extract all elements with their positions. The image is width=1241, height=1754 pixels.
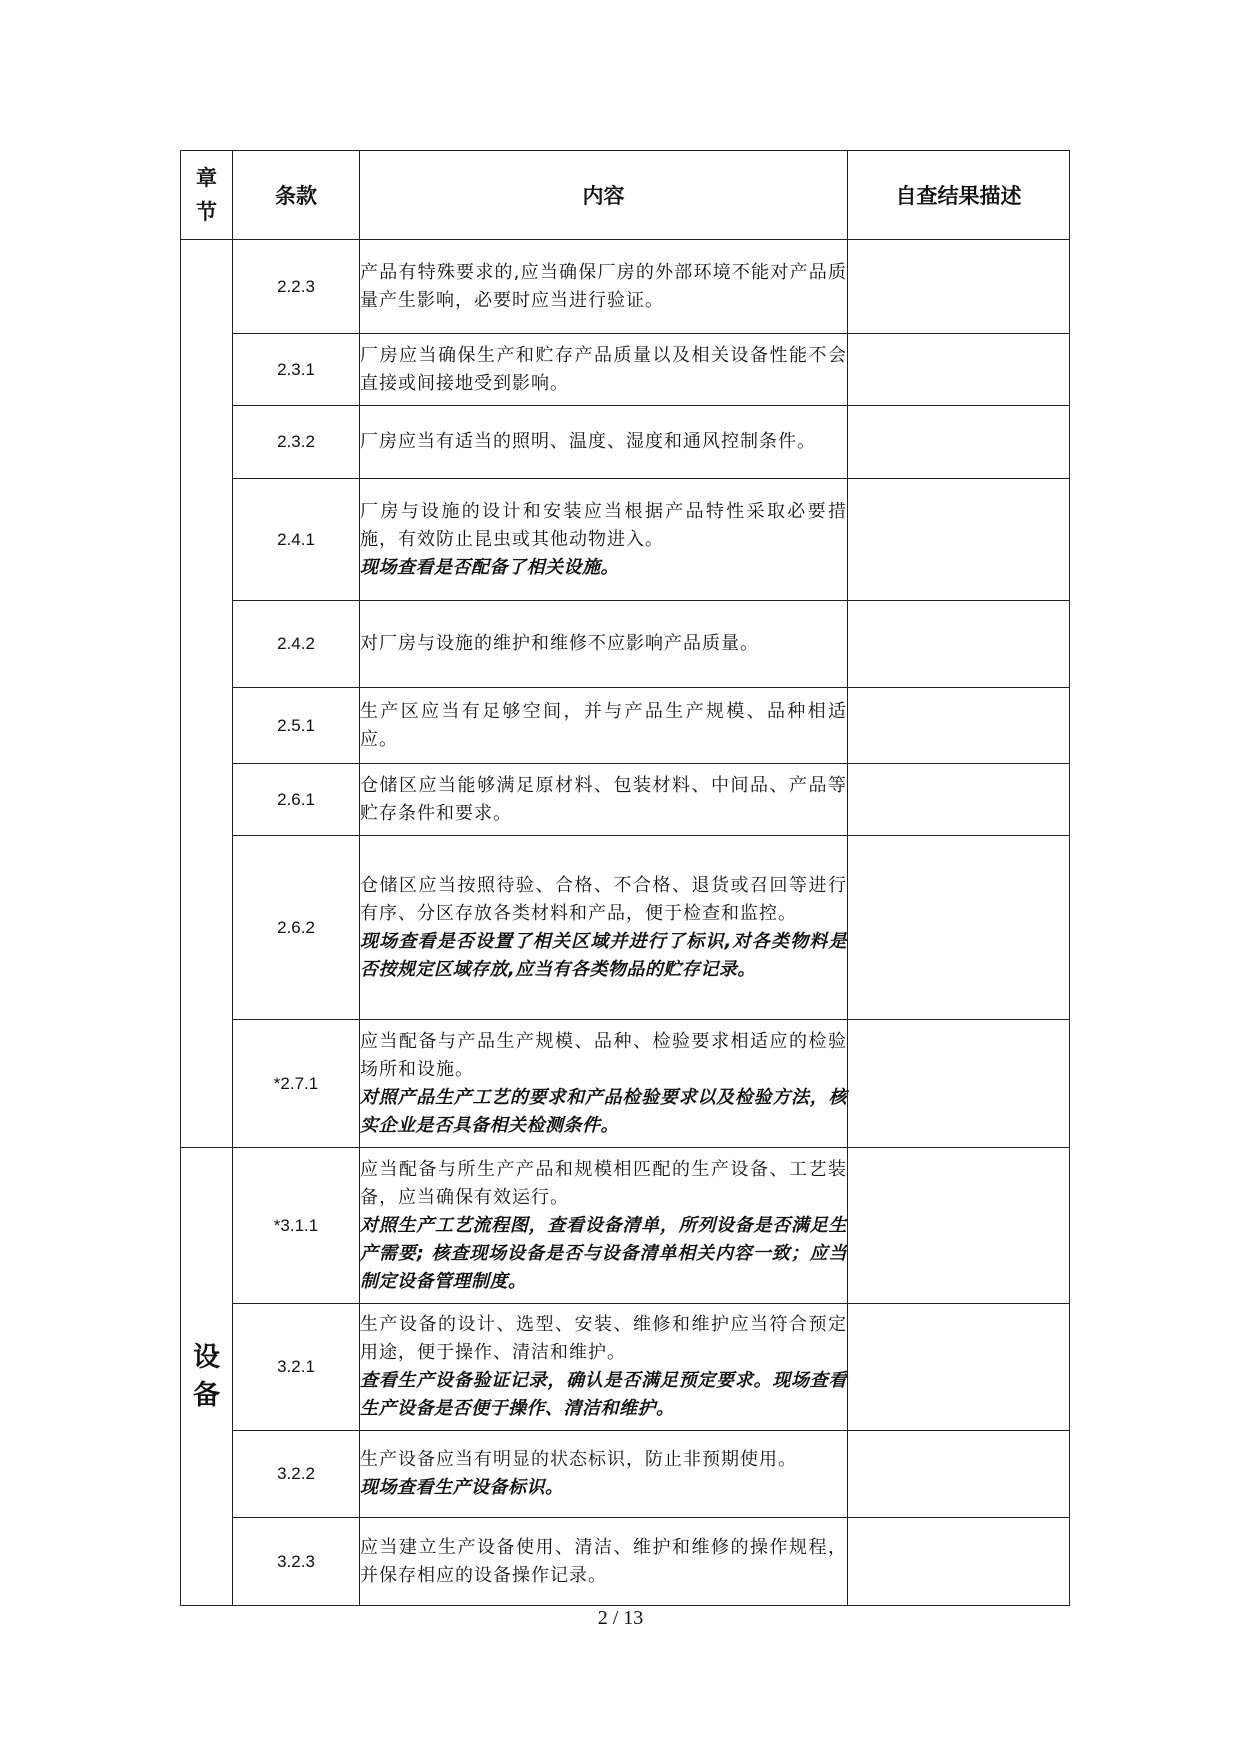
clause-number: 2.2.3 [233,240,360,334]
clause-number: 2.6.1 [233,764,360,836]
result-cell [848,764,1070,836]
clause-content [360,240,848,334]
clause-text: 仓储区应当能够满足原材料、包装材料、中间品、产品等贮存条件和要求。 [360,774,847,824]
table-row [181,601,1070,688]
clause-text: 厂房应当有适当的照明、温度、湿度和通风控制条件。 [360,431,816,452]
inspection-note: 现场查看是否设置了相关区域并进行了标识,对各类物料是否按规定区域存放,应当有各类物品的贮存记录。 [360,930,847,980]
clause-text: 仓储区应当按照待验、合格、不合格、退货或召回等进行有序、分区存放各类材料和产品，便于检查和监控。 [360,874,847,924]
result-cell [848,240,1070,334]
table-row [181,334,1070,406]
table-row [181,479,1070,601]
table-row [181,1431,1070,1518]
table-header-row [181,151,1070,240]
clause-number: 2.6.2 [233,836,360,1020]
header-clause: 条款 [233,151,360,240]
clause-text: 生产区应当有足够空间，并与产品生产规模、品种相适应。 [360,700,847,750]
inspection-note: 对照生产工艺流程图，查看设备清单，所列设备是否满足生产需要; 核查现场设备是否与设备清单相关内容一致；应当制定设备管理制度。 [360,1214,847,1292]
clause-content [360,688,848,764]
clause-text: 应当配备与产品生产规模、品种、检验要求相适应的检验场所和设施。 [360,1030,847,1080]
table-row [181,1518,1070,1606]
clause-number: 2.3.2 [233,406,360,479]
header-chapter: 章节 [181,151,233,240]
clause-content [360,836,848,1020]
result-cell [848,1020,1070,1148]
clause-number: 2.5.1 [233,688,360,764]
result-cell [848,1518,1070,1606]
clause-content [360,601,848,688]
clause-number: *3.1.1 [233,1148,360,1304]
table-row [181,688,1070,764]
table-row [181,240,1070,334]
result-cell [848,1304,1070,1431]
clause-content [360,1431,848,1518]
inspection-note: 现场查看生产设备标识。 [360,1477,564,1498]
table-row [181,1148,1070,1304]
clause-number: 2.3.1 [233,334,360,406]
inspection-note: 对照产品生产工艺的要求和产品检验要求以及检验方法，核实企业是否具备相关检测条件。 [360,1086,847,1136]
clause-text: 应当配备与所生产产品和规模相匹配的生产设备、工艺装备，应当确保有效运行。 [360,1158,847,1208]
clause-content [360,1148,848,1304]
table-row [181,764,1070,836]
clause-content [360,1304,848,1431]
clause-number: 2.4.1 [233,479,360,601]
clause-number: 3.2.2 [233,1431,360,1518]
clause-content [360,479,848,601]
clause-text: 应当建立生产设备使用、清洁、维护和维修的操作规程，并保存相应的设备操作记录。 [360,1536,847,1586]
header-result: 自查结果描述 [848,151,1070,240]
clause-text: 对厂房与设施的维护和维修不应影响产品质量。 [360,633,759,654]
header-content: 内容 [360,151,848,240]
result-cell [848,479,1070,601]
inspection-note: 查看生产设备验证记录，确认是否满足预定要求。现场查看生产设备是否便于操作、清洁和维护。 [360,1370,847,1419]
clause-content [360,1020,848,1148]
result-cell [848,334,1070,406]
clause-text: 厂房应当确保生产和贮存产品质量以及相关设备性能不会直接或间接地受到影响。 [360,344,847,394]
self-inspection-table [180,150,1070,1606]
table-row [181,406,1070,479]
result-cell [848,406,1070,479]
clause-content [360,1518,848,1606]
chapter-cell-equipment: 设备 [181,1148,233,1606]
clause-content [360,764,848,836]
result-cell [848,836,1070,1020]
clause-number: 3.2.1 [233,1304,360,1431]
result-cell [848,1148,1070,1304]
table-row [181,1304,1070,1431]
clause-content [360,406,848,479]
table-row [181,836,1070,1020]
result-cell [848,601,1070,688]
clause-text: 产品有特殊要求的,应当确保厂房的外部环境不能对产品质量产生影响，必要时应当进行验证。 [360,261,847,311]
result-cell [848,688,1070,764]
clause-number: 2.4.2 [233,601,360,688]
clause-number: *2.7.1 [233,1020,360,1148]
inspection-note: 现场查看是否配备了相关设施。 [360,556,619,578]
chapter-cell [181,240,233,1148]
clause-content [360,334,848,406]
clause-text: 厂房与设施的设计和安装应当根据产品特性采取必要措施，有效防止昆虫或其他动物进入。 [360,500,847,550]
clause-number: 3.2.3 [233,1518,360,1606]
result-cell [848,1431,1070,1518]
table-row [181,1020,1070,1148]
clause-text: 生产设备应当有明显的状态标识，防止非预期使用。 [360,1449,797,1470]
page-number: 2 / 13 [597,1607,644,1629]
clause-text: 生产设备的设计、选型、安装、维修和维护应当符合预定用途，便于操作、清洁和维护。 [360,1314,847,1363]
